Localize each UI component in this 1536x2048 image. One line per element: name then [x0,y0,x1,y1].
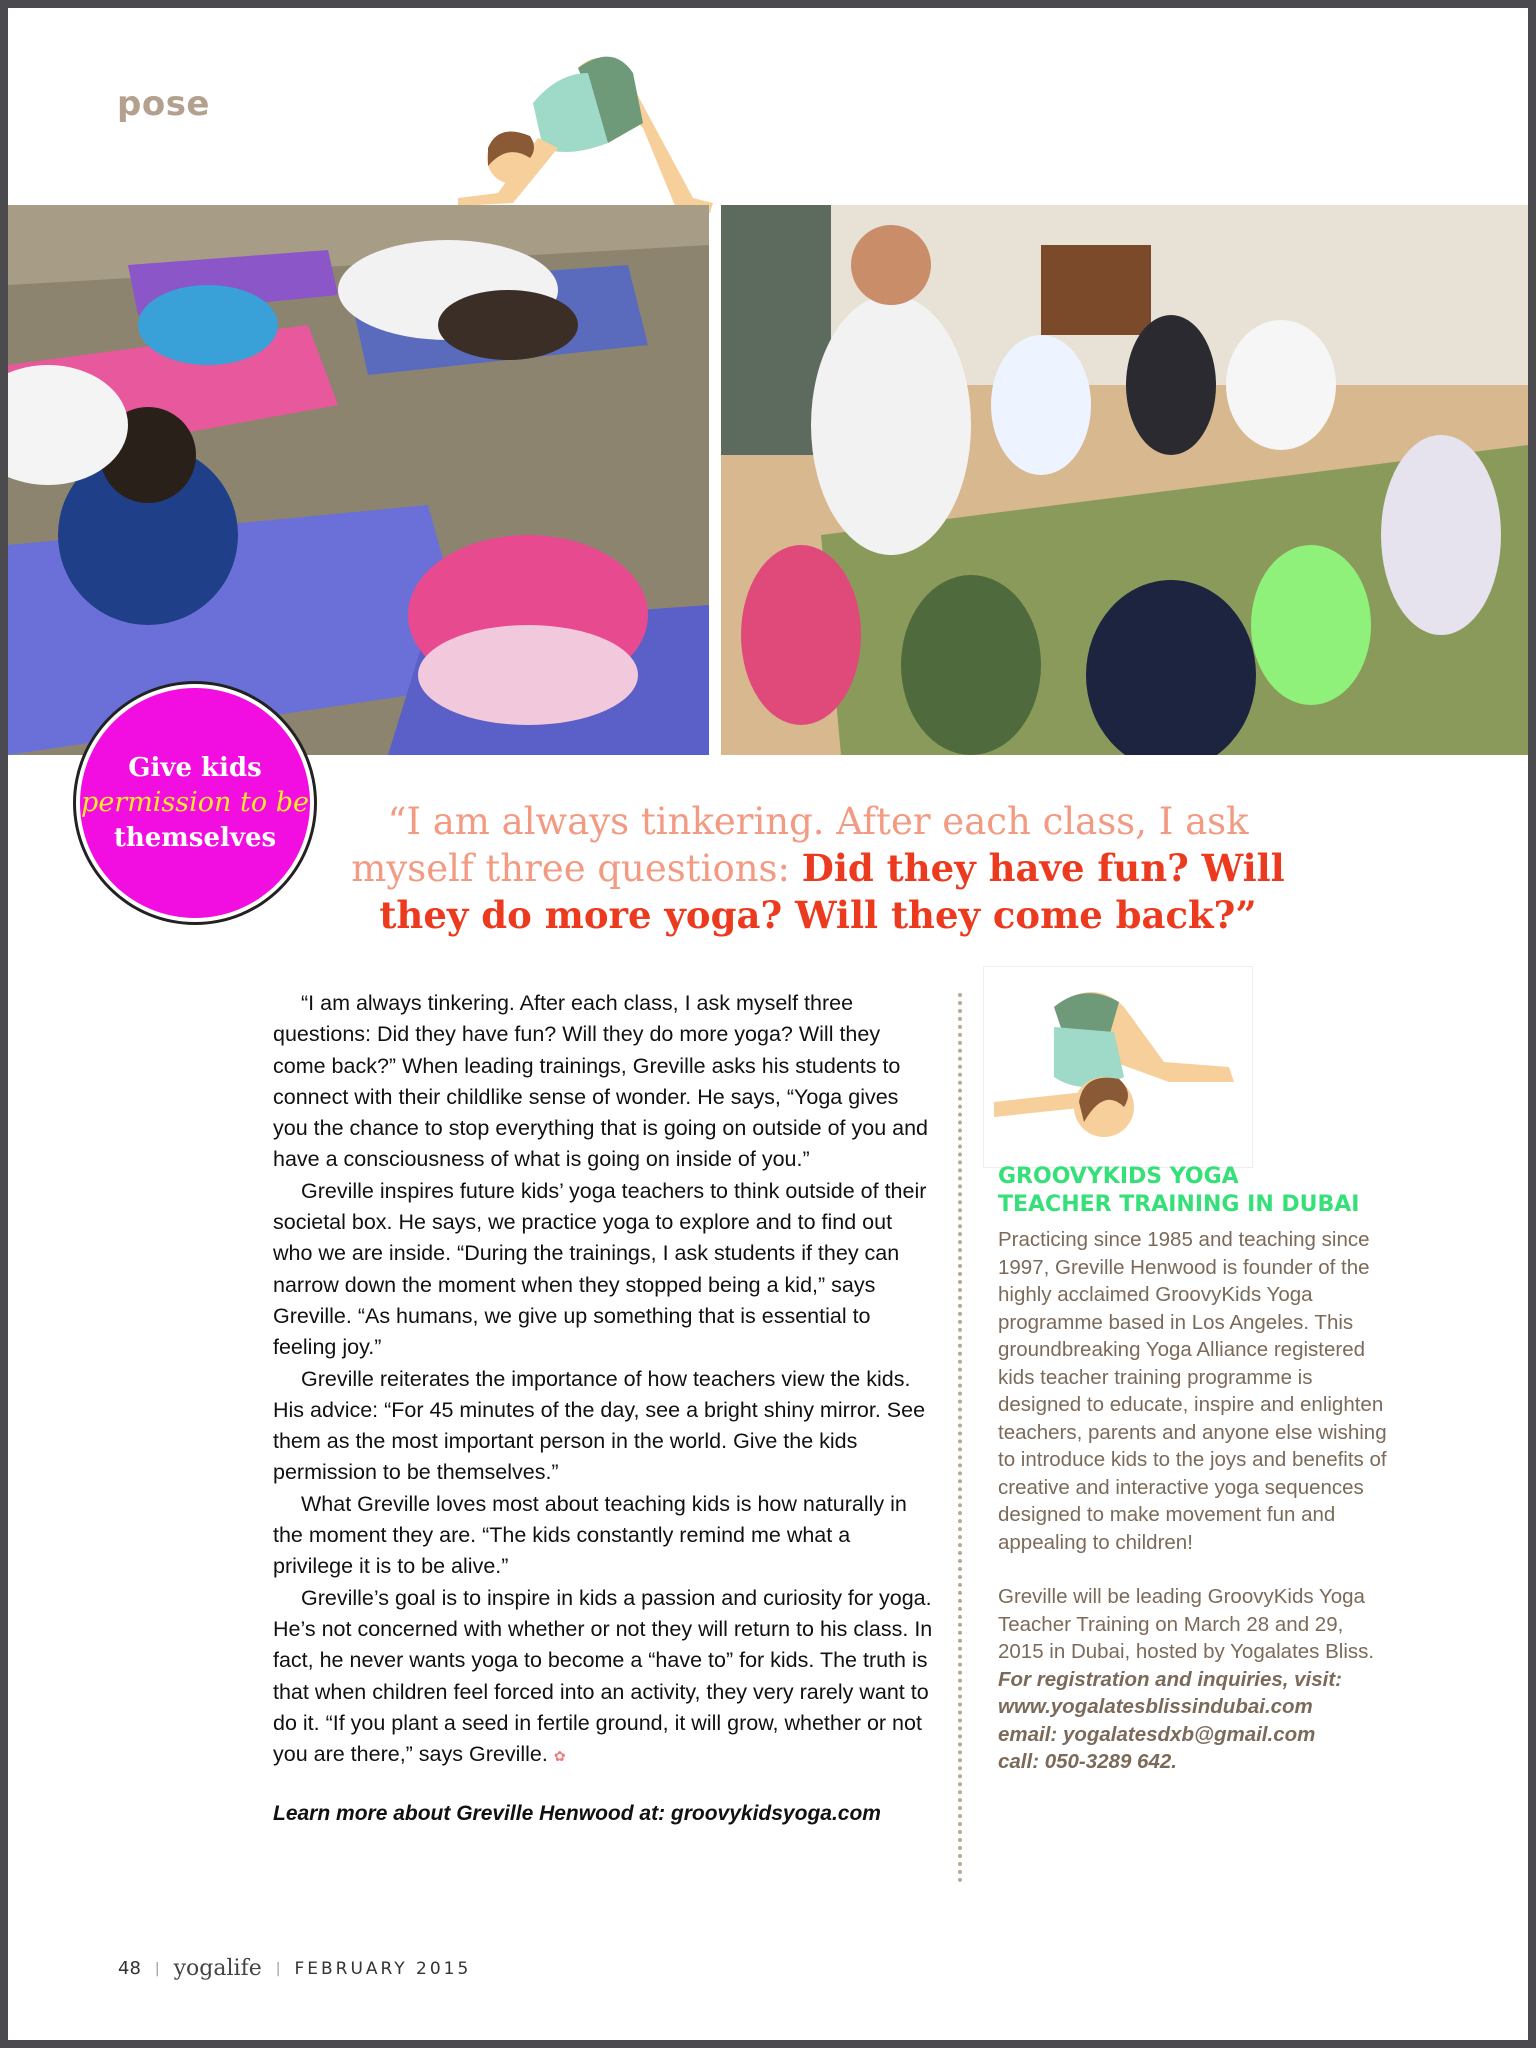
plow-pose-illustration [983,966,1253,1168]
article-paragraph-text: Greville’s goal is to inspire in kids a passion and curiosity for yoga. He’s not concerned with whether or not they will return to his class. In fact, he never wants yoga to become a “have to” for kids. The truth is that when children feel forced into an activity, they very rarely want to do it. “If you plant a seed in fertile ground, it will grow, whether or not you are there,” says Greville. [273,1585,933,1767]
column-divider [958,993,962,1883]
article-paragraph: What Greville loves most about teaching kids is how naturally in the moment they are. “The kids constantly remind me what a privilege it is to be alive.” [273,1491,907,1579]
article-paragraph-last [273,1583,933,1773]
article-paragraph: “I am always tinkering. After each class, I ask myself three questions: Did they have fun? Will they do more yoga? Will they come back?” When leading trainings, Greville asks his students to connect with their childlike sense of wonder. He says, “Yoga gives you the chance to stop everything that is going on outside of you and have a consciousness of what is going on inside of you.” [273,991,929,1172]
article-body [273,988,933,1830]
page-number: 48 [118,1958,141,1979]
contact-phone: call: 050-3289 642. [998,1750,1177,1773]
article-paragraph: Greville reiterates the importance of how teachers view the kids. His advice: “For 45 minutes of the day, see a bright shiny mirror. See them as the most important person in the world. Give the kids permission to be themselves.” [273,1366,926,1485]
callout-badge [80,688,310,918]
badge-line-2: permission to be [81,787,309,818]
photo-kids-circle [721,205,1528,755]
sidebar-paragraph: Greville will be leading GroovyKids Yoga Teacher Training on March 28 and 29, 2015 in Dubai, hosted by Yogalates Bliss. [998,1585,1375,1663]
end-mark-icon: ✿ [553,1748,566,1765]
sidebar-title-line-1: GROOVYKIDS YOGA [998,1164,1239,1189]
sidebar-paragraph: Practicing since 1985 and teaching since 1997, Greville Henwood is founder of the highly acclaimed GroovyKids Yoga programme based in Los Angeles. This groundbreaking Yoga Alliance registered kids teacher training programme is designed to educate, inspire and enlighten teachers, parents and anyone else wishing to introduce kids to the joys and benefits of creative and interactive yoga sequences designed to make movement fun and appealing to children! [998,1228,1387,1554]
badge-line-3: themselves [113,823,277,853]
downward-dog-illustration [438,48,720,218]
article-paragraph: Greville inspires future kids’ yoga teachers to think outside of their societal box. He says, we practice yoga to explore and to find out who we are inside. “During the trainings, I ask students if they can narrow down the moment when they stopped being a kid,” says Greville. “As humans, we give up something that is essential to feeling joy.” [273,1178,927,1360]
sidebar-title-line-2: TEACHER TRAINING IN DUBAI [998,1192,1360,1217]
issue-date: FEBRUARY 2015 [294,1958,472,1979]
contact-website: www.yogalatesblissindubai.com [998,1695,1313,1718]
contact-heading: For registration and inquiries, visit: [998,1667,1342,1691]
pull-quote-strong: Did they have fun? Will they do more yoga? Will they come back?” [379,846,1285,937]
magazine-page [8,8,1528,2040]
pull-quote-light: “I am always tinkering. After each class, I ask myself three questions: [351,800,1249,890]
sidebar-title [998,1163,1398,1219]
section-label: pose [117,84,210,124]
badge-line-1: Give kids [128,753,262,783]
learn-more: Learn more about Greville Henwood at: groovykidsyoga.com [273,1802,881,1826]
pull-quote [328,798,1308,939]
sidebar-text [998,1226,1388,1776]
page-footer [118,1956,471,1981]
photo-childs-pose [8,205,709,755]
footer-separator: | [275,1960,281,1977]
magazine-logo: yogalife [173,1956,262,1981]
contact-email: email: yogalatesdxb@gmail.com [998,1722,1316,1746]
footer-separator: | [154,1960,160,1977]
